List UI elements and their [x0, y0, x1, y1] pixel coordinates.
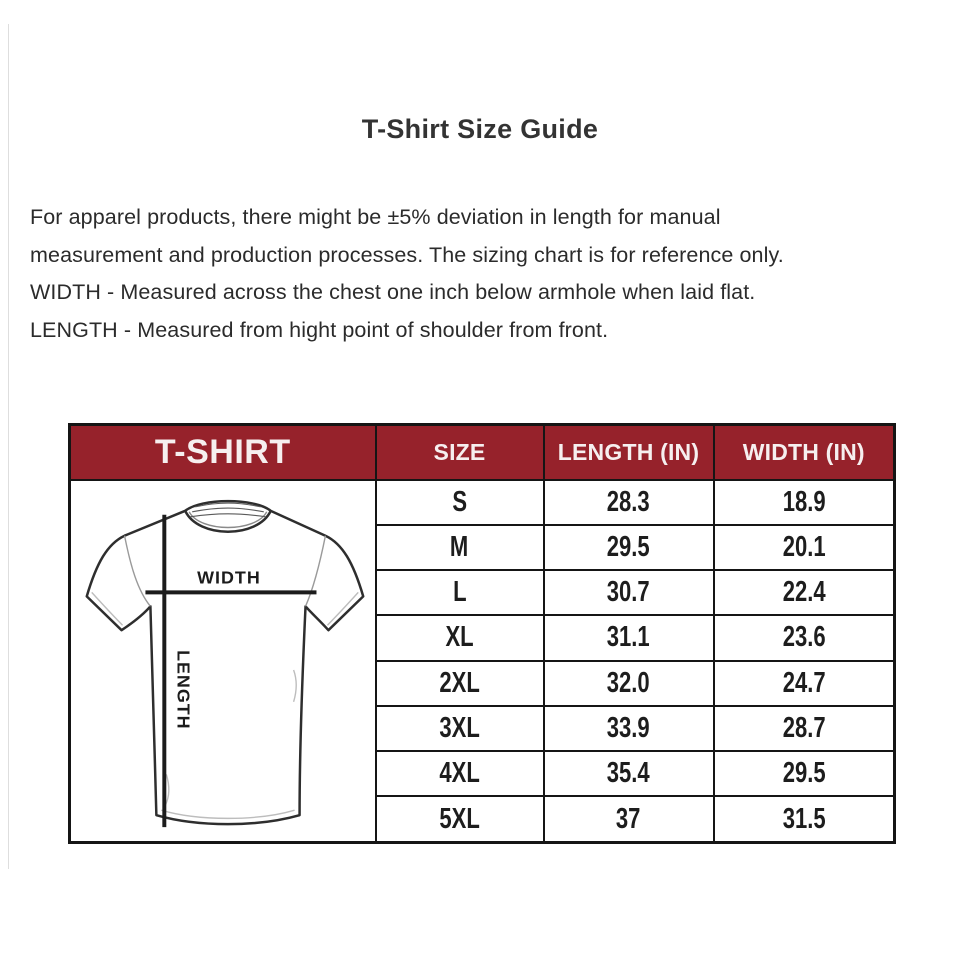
width-cell: 31.5	[714, 796, 895, 842]
width-cell: 18.9	[714, 480, 895, 525]
size-cell: 2XL	[376, 661, 544, 706]
width-cell: 20.1	[714, 525, 895, 570]
header-width: WIDTH (IN)	[714, 425, 895, 480]
width-cell: 23.6	[714, 615, 895, 660]
width-definition: WIDTH - Measured across the chest one inch below armhole when laid flat.	[30, 280, 756, 304]
size-cell: L	[376, 570, 544, 615]
length-definition: LENGTH - Measured from hight point of shoulder from front.	[30, 317, 609, 342]
table-row	[70, 480, 895, 525]
diagram-length-label: LENGTH	[173, 649, 194, 730]
width-cell: 28.7	[714, 706, 895, 751]
size-cell: S	[376, 480, 544, 525]
length-cell: 30.7	[544, 570, 714, 615]
length-cell: 28.3	[544, 480, 714, 525]
size-cell: XL	[376, 615, 544, 660]
size-chart-table	[68, 423, 896, 844]
width-cell: 24.7	[714, 661, 895, 706]
size-cell: M	[376, 525, 544, 570]
width-cell: 22.4	[714, 570, 895, 615]
length-cell: 37	[544, 796, 714, 842]
length-cell: 31.1	[544, 615, 714, 660]
header-product: T-SHIRT	[70, 425, 376, 480]
length-cell: 33.9	[544, 706, 714, 751]
length-cell: 32.0	[544, 661, 714, 706]
page-title: T-Shirt Size Guide	[361, 114, 599, 144]
diagram-width-label: WIDTH	[196, 567, 261, 588]
table-header-row	[70, 425, 895, 480]
size-cell: 5XL	[376, 796, 544, 842]
size-guide-description	[30, 199, 842, 349]
size-cell: 3XL	[376, 706, 544, 751]
tshirt-illustration	[73, 481, 373, 841]
width-cell: 29.5	[714, 751, 895, 796]
tshirt-diagram-cell	[70, 480, 376, 843]
page-edge-line	[8, 24, 9, 869]
header-size: SIZE	[376, 425, 544, 480]
header-length: LENGTH (IN)	[544, 425, 714, 480]
length-cell: 29.5	[544, 525, 714, 570]
length-cell: 35.4	[544, 751, 714, 796]
size-cell: 4XL	[376, 751, 544, 796]
deviation-note: For apparel products, there might be ±5% deviation in length for manual measurement and production processes. The sizing chart is for reference only.	[30, 205, 784, 267]
